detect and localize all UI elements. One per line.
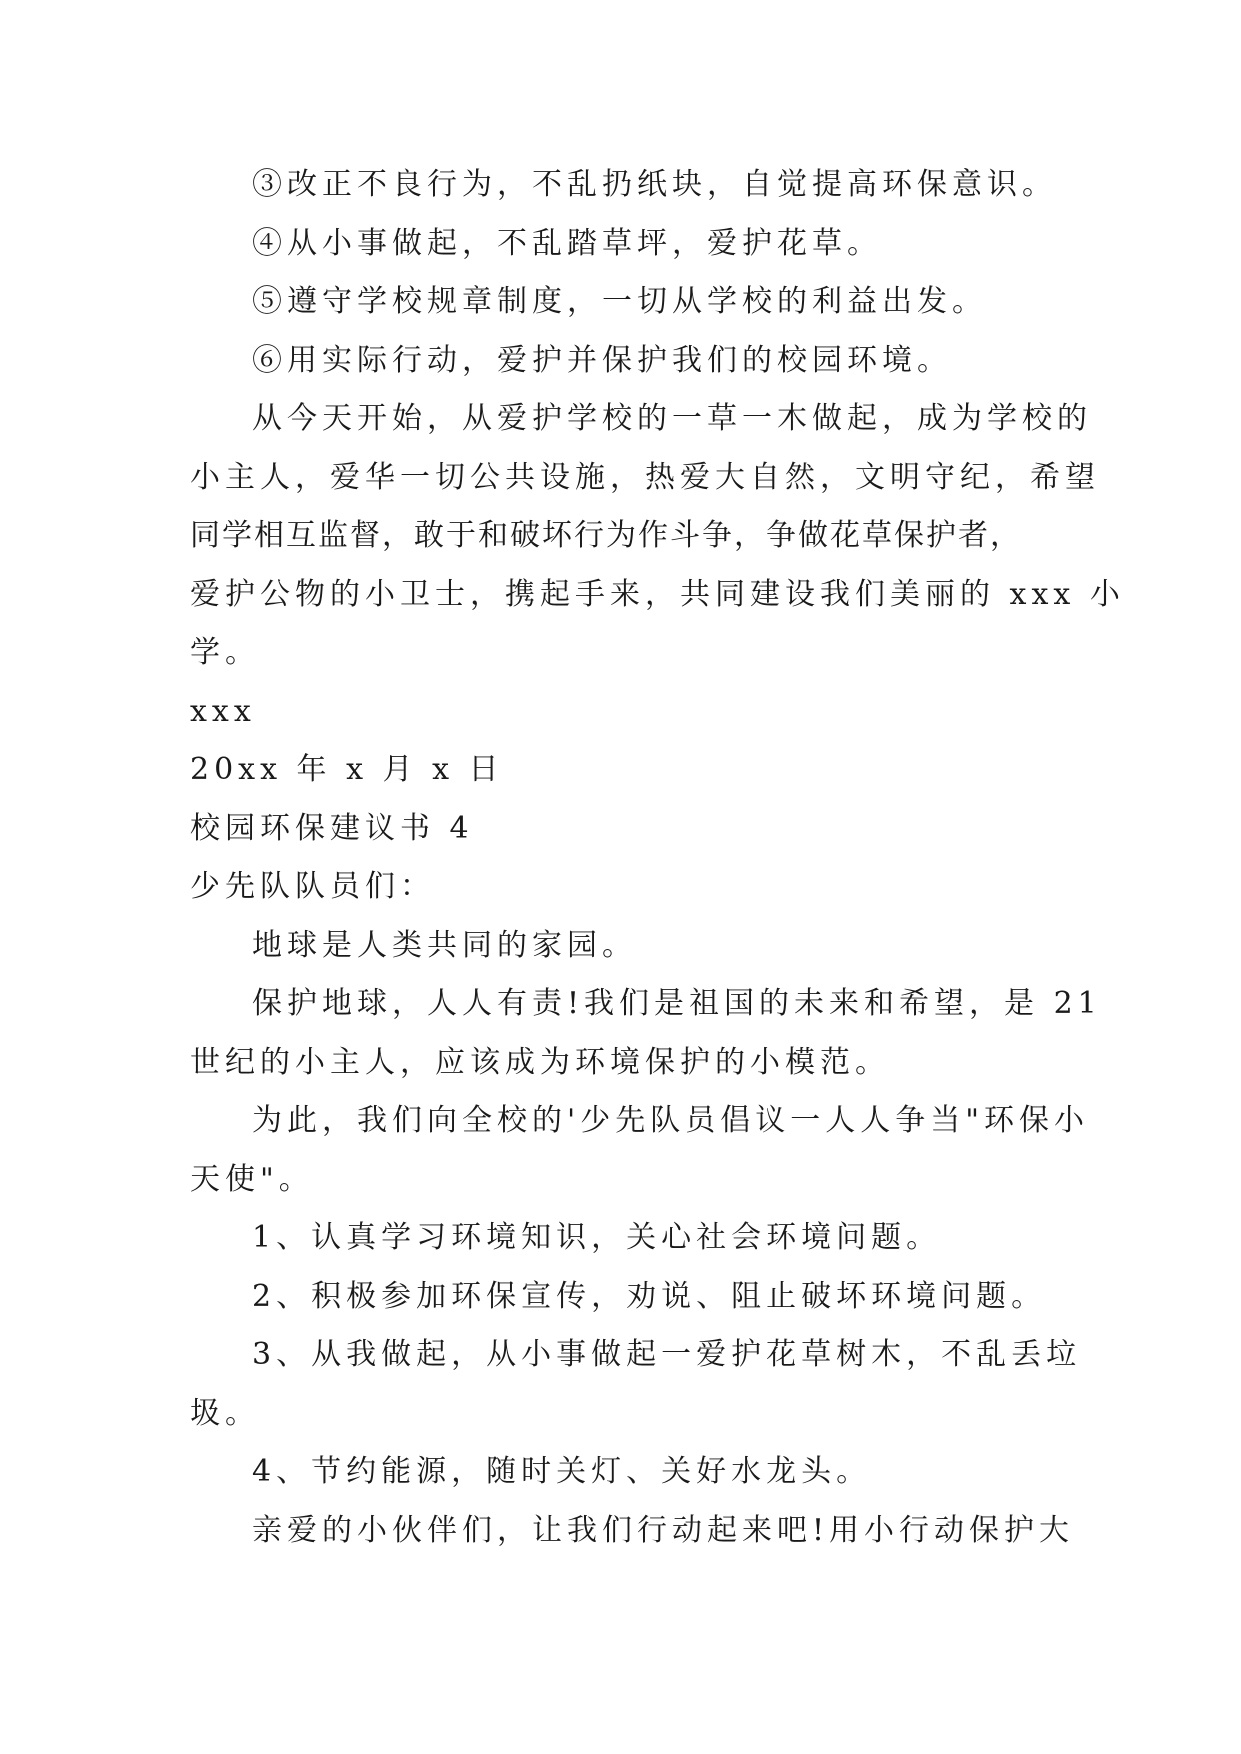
list-item-4: 4、节约能源，随时关灯、关好水龙头。	[252, 1454, 872, 1489]
item-3: ③改正不良行为，不乱扔纸块，自觉提高环保意识。	[252, 167, 1057, 202]
paragraph-2-line: 保护地球，人人有责!我们是祖国的未来和希望，是 21	[252, 986, 1102, 1021]
item-6: ⑥用实际行动，爱护并保护我们的校园环境。	[252, 342, 952, 378]
list-item-3-line: 3、从我做起，从小事做起一爱护花草树木，不乱丢垃	[252, 1337, 1082, 1372]
document-body	[190, 156, 1125, 1560]
list-item-2: 2、积极参加环保宣传，劝说、阻止破坏环境问题。	[252, 1278, 1047, 1314]
paragraph-3-line: 为此，我们向全校的'少先队员倡议一人人争当"环保小	[252, 1103, 1090, 1138]
closing-paragraph-line: 从今天开始，从爱护学校的一草一木做起，成为学校的	[252, 401, 1092, 436]
signature: xxx	[190, 693, 256, 729]
paragraph-2-line: 世纪的小主人，应该成为环境保护的小模范。	[190, 1044, 890, 1080]
list-item-3-line: 圾。	[190, 1395, 260, 1431]
greeting: 少先队队员们：	[190, 869, 435, 904]
section-title: 校园环保建议书 4	[190, 810, 474, 846]
closing-paragraph-line: 爱护公物的小卫士，携起手来，共同建设我们美丽的 xxx 小	[190, 576, 1125, 612]
closing-paragraph-line: 小主人，爱华一切公共设施，热爱大自然，文明守纪，希望	[190, 459, 1100, 495]
paragraph-1: 地球是人类共同的家园。	[252, 927, 637, 963]
paragraph-3-line: 天使"。	[190, 1161, 314, 1197]
item-4: ④从小事做起，不乱踏草坪，爱护花草。	[252, 225, 882, 261]
closing-paragraph-line: 学。	[190, 635, 260, 670]
list-item-1: 1、认真学习环境知识，关心社会环境问题。	[252, 1220, 942, 1255]
closing-paragraph-line: 同学相互监督，敢于和破坏行为作斗争，争做花草保护者，	[190, 518, 1022, 553]
date: 20xx 年 x 月 x 日	[190, 752, 504, 787]
final-line: 亲爱的小伙伴们，让我们行动起来吧!用小行动保护大	[252, 1512, 1075, 1548]
item-5: ⑤遵守学校规章制度，一切从学校的利益出发。	[252, 284, 987, 319]
